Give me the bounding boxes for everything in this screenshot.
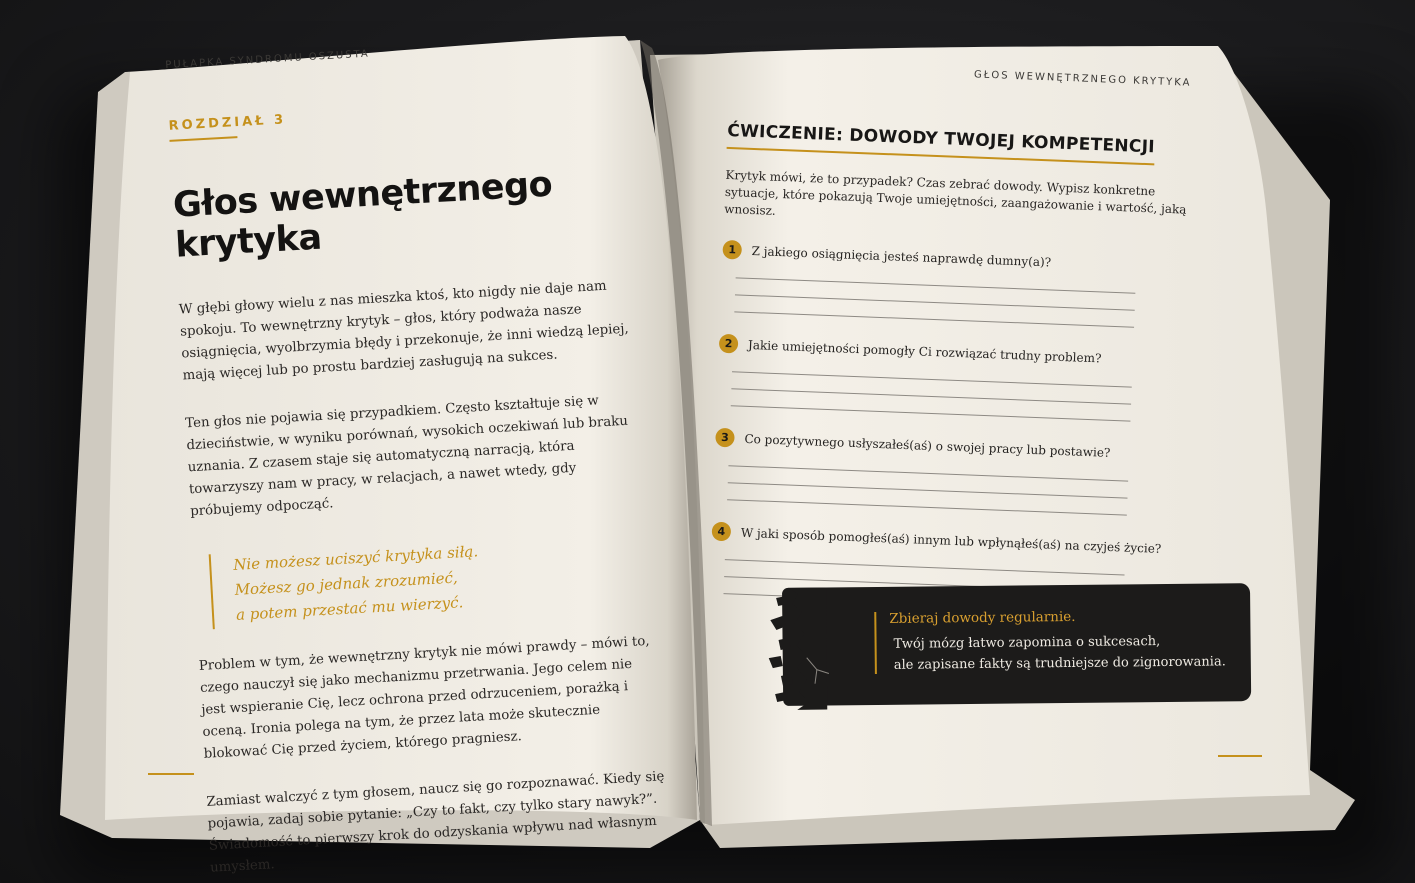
answer-line <box>732 371 1132 387</box>
question-3 <box>713 428 1185 518</box>
answer-line <box>735 294 1135 310</box>
chapter-title: Głos wewnętrznego krytyka <box>172 164 554 266</box>
question-text: W jaki sposób pomogłeś(aś) innym lub wpłynąłeś(aś) na czyjeś życie? <box>740 525 1162 556</box>
question-number-badge: 4 <box>712 522 732 542</box>
answer-line <box>734 311 1134 327</box>
question-number-badge: 1 <box>722 240 742 260</box>
left-footer-rule <box>148 773 194 775</box>
question-number-badge: 2 <box>719 334 739 354</box>
question-1 <box>720 240 1192 330</box>
tip-body <box>893 630 1225 675</box>
answer-line <box>731 388 1131 404</box>
answer-line <box>728 482 1128 498</box>
quote-line-1: Nie możesz uciszyć krytyka siłą. <box>232 542 479 574</box>
tip-box <box>782 583 1251 706</box>
chapter-label: ROZDZIAŁ 3 <box>168 112 287 134</box>
pull-quote <box>209 530 656 630</box>
paragraph-1: W głębi głowy wielu z nas mieszka ktoś, kto nigdy nie daje nam spokoju. To wewnętrzny krytyk – głos, który podważa nasze osiągnięcia, wyolbrzymia błędy i przekonuje, że inni wiedzą lepiej, mają więcej lub po prostu bardziej zasługują na sukces. <box>178 278 630 384</box>
question-2 <box>717 334 1189 424</box>
running-head-right: GŁOS WEWNĘTRZNEGO KRYTYKA <box>973 69 1192 89</box>
question-text: Co pozytywnego usłyszałeś(aś) o swojej pracy lub postawie? <box>744 431 1111 460</box>
paragraph-4: Zamiast walczyć z tym głosem, naucz się go rozpoznawać. Kiedy się pojawia, zadaj sobie pytanie: „Czy to fakt, czy tylko stary nawyk?”. Świadomość to pierwszy krok do odzyskania wpływu nad własnym umysłem. <box>206 769 665 876</box>
running-head-left: PUŁAPKA SYNDROMU OSZUSTA <box>165 48 371 71</box>
exercise-title: ĆWICZENIE: DOWODY TWOJEJ KOMPETENCJI <box>727 121 1156 165</box>
question-text: Z jakiego osiągnięcia jesteś naprawdę dumny(a)? <box>751 243 1052 269</box>
tip-body-line-1: Twój mózg łatwo zapomina o sukcesach, <box>893 634 1161 652</box>
paragraph-3: Problem w tym, że wewnętrzny krytyk nie mówi prawdy – mówi to, czego nauczył się jako mechanizmu przetrwania. Jego celem nie jest wspieranie Cię, lecz ochrona przed odrzuceniem, porażką i oceną. Ironia polega na tym, że przez lata może skutecznie blokować Cię przed życiem, którego pragniesz. <box>198 633 650 762</box>
quote-line-2: Możesz go jednak zrozumieć, <box>234 568 459 599</box>
cracked-stone-icon <box>766 583 847 714</box>
chapter-rule <box>169 136 237 142</box>
answer-line <box>725 559 1125 575</box>
left-page-content <box>165 34 670 879</box>
answer-line <box>727 499 1127 515</box>
exercise-intro: Krytyk mówi, że to przypadek? Czas zebrać dowody. Wypisz konkretne sytuacje, które pokazują Twoje umiejętności, zaangażowanie i wartość, jaką wnosisz. <box>724 167 1187 218</box>
answer-line <box>731 405 1131 421</box>
right-footer-rule <box>1218 755 1262 757</box>
question-text: Jakie umiejętności pomogły Ci rozwiązać trudny problem? <box>747 337 1102 365</box>
tip-body-line-2: ale zapisane fakty są trudniejsze do zignorowania. <box>893 654 1226 673</box>
quote-line-3: a potem przestać mu wierzyć. <box>235 593 464 624</box>
right-page-content <box>710 60 1200 612</box>
tip-title: Zbieraj dowody regularnie. <box>889 608 1076 627</box>
tip-accent-bar <box>874 612 877 674</box>
question-number-badge: 3 <box>715 428 735 448</box>
answer-line <box>728 465 1128 481</box>
paragraph-2: Ten głos nie pojawia się przypadkiem. Często kształtuje się w dzieciństwie, w wyniku porównań, wysokich oczekiwań lub braku uznania. Z czasem staje się automatyczną narracją, która towarzyszy nam w pracy, w relacjach, a nawet wtedy, gdy próbujemy odpocząć. <box>184 393 629 520</box>
answer-line <box>736 277 1136 293</box>
